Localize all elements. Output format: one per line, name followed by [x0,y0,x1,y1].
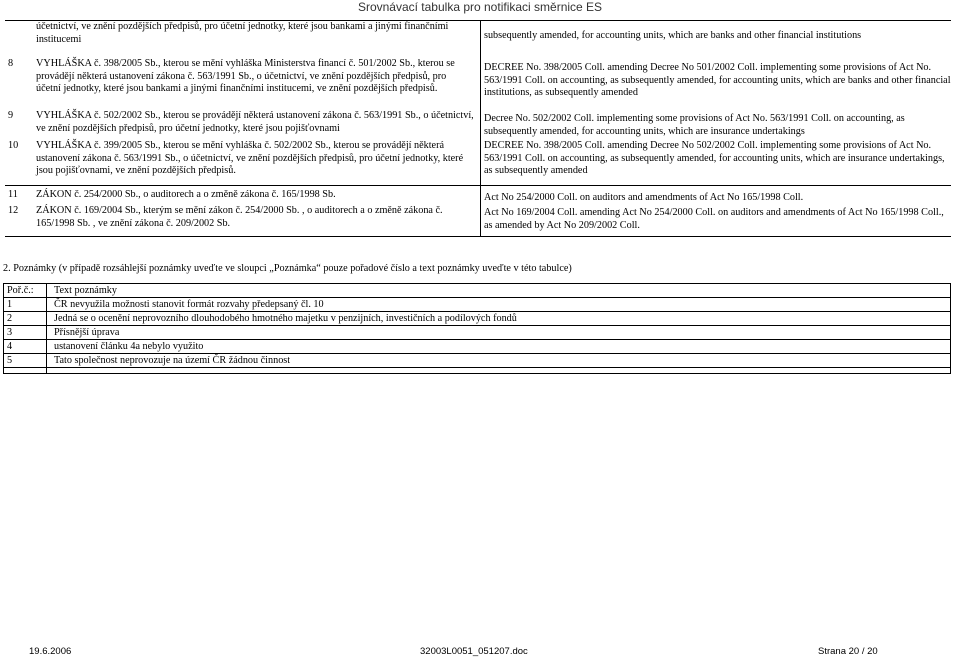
note-num: 2 [7,313,13,324]
note-num: 5 [7,355,13,366]
table-bottom-border [5,236,951,237]
column-divider [480,20,481,236]
footer-date: 19.6.2006 [29,646,72,657]
note-num: 1 [7,299,13,310]
page-title: Srovnávací tabulka pro notifikaci směrnice ES [357,0,603,14]
row-number: 8 [8,58,14,69]
table-row-cz: VYHLÁŠKA č. 399/2005 Sb., kterou se mění vyhláška č. 502/2002 Sb., kterou se provádějí některá ustanovení zákona č. 563/1991 Sb., o účetnictví, ve znění pozdějších předpisů, pro účetní jednotky, které jsou pojišťovnami, ve znění pozdějších předpisů. [36,140,464,177]
note-num: 4 [7,341,13,352]
notes-header-row [4,284,950,297]
row-number: 12 [8,205,19,216]
table-row-en: Decree No. 502/2002 Coll. implementing some provisions of Act No. 563/1991 Coll. on accounting, as subsequently amended, for accounting units, which are insurance undertakings [484,113,905,137]
note-text: Jedná se o ocenění neprovozního dlouhodobého hmotného majetku v penzijních, investičních a podílových fondů [54,313,517,324]
row-divider [4,367,950,368]
table-row-en: DECREE No. 398/2005 Coll. amending Decree No 501/2002 Coll. implementing some provisions of Act No. 563/1991 Coll. on accounting, as subsequently amended, for accounting units, which are banks and other financial institutions, as subsequently amended [484,62,951,99]
table-row-cz: VYHLÁŠKA č. 398/2005 Sb., kterou se mění vyhláška Ministerstva financí č. 501/2002 Sb., kterou se provádějí některá ustanovení zákona č. 563/1991 Sb., o účetnictví, ve znění pozdějších předpisů, pro účetní jednotky, které jsou bankami a jinými finančními institucemi, ve znění pozdějších předpisů. [36,58,455,95]
table-row-cz: VYHLÁŠKA č. 502/2002 Sb., kterou se provádějí některá ustanovení zákona č. 563/1991 Sb., o účetnictví, ve znění pozdějších předpisů, pro účetní jednotky, které jsou pojišťovnami [36,110,474,134]
table-row-en: subsequently amended, for accounting units, which are banks and other financial institutions [484,30,862,41]
row-number: 9 [8,110,14,121]
note-text: ČR nevyužila možnosti stanovit formát rozvahy předepsaný čl. 10 [54,299,324,310]
table-row-cz: ZÁKON č. 169/2004 Sb., kterým se mění zákon č. 254/2000 Sb. , o auditorech a o změně zákona č. 165/1998 Sb. , ve znění zákona č. 209/2002 Sb. [36,205,443,229]
notes-table [3,283,951,374]
table-row [4,312,950,325]
table-row-cz: účetnictví, ve znění pozdějších předpisů, pro účetní jednotky, které jsou bankami a jinými finančními institucemi [36,21,449,45]
row-number: 10 [8,140,19,151]
notes-col-text: Text poznámky [54,285,117,296]
note-num: 3 [7,327,13,338]
notes-col-num: Poř.č.: [7,285,34,296]
table-divider [5,185,951,186]
note-text: Přísnější úprava [54,327,120,338]
note-text: ustanovení článku 4a nebylo využito [54,341,204,352]
notes-heading: 2. Poznámky (v případě rozsáhlejší poznámky uveďte ve sloupci „Poznámka“ pouze pořadové číslo a text poznámky uveďte v této tabulce) [3,263,572,274]
table-row [4,326,950,339]
row-number: 11 [8,189,18,200]
table-row [4,340,950,353]
footer-page: Strana 20 / 20 [818,646,878,657]
note-text: Tato společnost neprovozuje na území ČR žádnou činnost [54,355,291,366]
table-row-en: Act No 169/2004 Coll. amending Act No 254/2000 Coll. on auditors and amendments of Act No 165/1998 Coll., as amended by Act No 209/2002 Coll. [484,207,944,231]
table-row-en: DECREE No. 398/2005 Coll. amending Decree No 502/2002 Coll. implementing some provisions of Act No. 563/1991 Coll. on accounting, as subsequently amended, for accounting units, which are insurance undertakings, as subsequently amended [484,140,945,177]
table-row-cz: ZÁKON č. 254/2000 Sb., o auditorech a o změně zákona č. 165/1998 Sb. [36,189,336,200]
table-row [4,298,950,311]
footer-doc: 32003L0051_051207.doc [420,646,528,657]
table-row [4,354,950,367]
table-row-en: Act No 254/2000 Coll. on auditors and amendments of Act No 165/1998 Coll. [484,192,804,203]
